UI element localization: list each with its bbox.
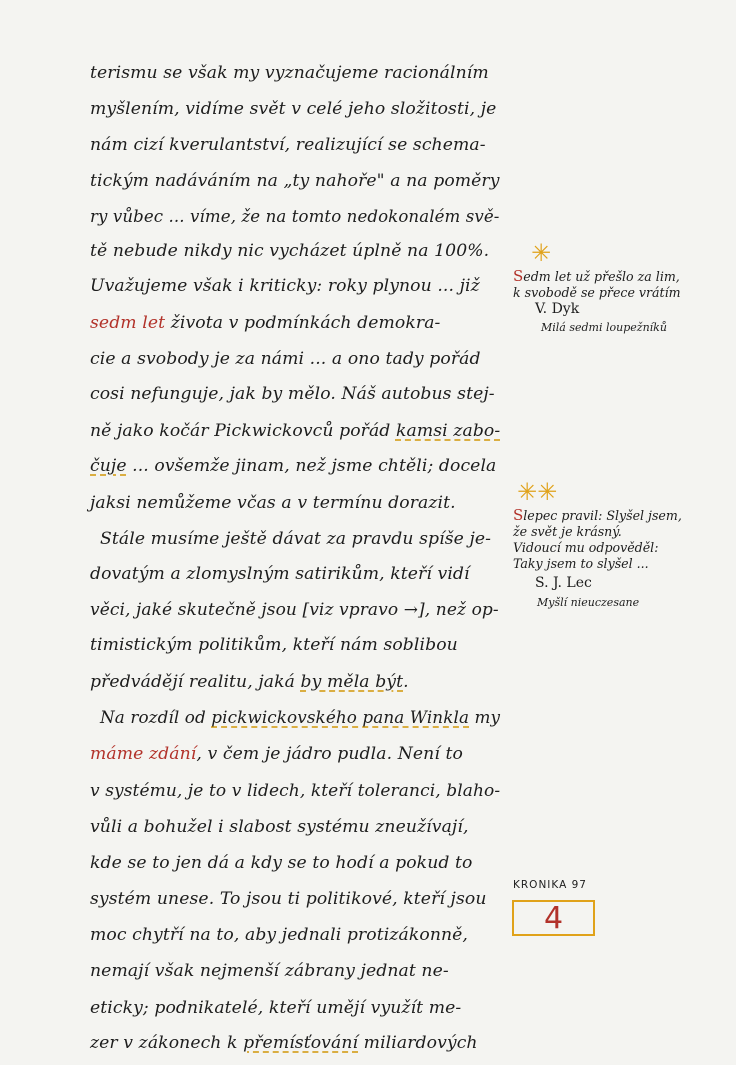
text-line: jaksi nemůžeme včas a v termínu dorazit. (90, 493, 456, 513)
text-line (90, 743, 463, 765)
text-segment: zer v zákonech k (90, 1033, 244, 1053)
note-line: Taky jsem to slyšel ... (513, 556, 649, 571)
margin-note-dyk (513, 241, 723, 341)
asterisk-icon: ✳ (531, 239, 552, 267)
text-line: moc chytří na to, aby jednali protizákonně, (90, 925, 468, 945)
text-segment: , v čem je jádro pudla. Není to (196, 744, 463, 764)
underlined-phrase: pickwickovského pana Winkla (211, 707, 470, 727)
text-segment: života v podmínkách demokra- (165, 313, 441, 333)
note-source: Myšlí nieuczesane (537, 596, 640, 609)
highlighted-phrase: máme zdání (90, 744, 197, 764)
note-line: Sedm let už přešlo za lim, (513, 267, 680, 285)
text-line: Stále musíme ještě dávat za pravdu spíše je- (100, 529, 492, 549)
text-segment: předvádějí realitu, jaká (90, 672, 301, 692)
text-line (90, 455, 496, 477)
text-line: věci, jaké skutečně jsou [viz vpravo →], než op- (90, 600, 499, 620)
page-number: 4 (543, 901, 564, 936)
note-text: lepec pravil: Slyšel jsem, (523, 508, 682, 523)
text-line: nám cizí kverulantství, realizující se schema- (90, 135, 486, 155)
note-line: že svět je krásný. (513, 524, 622, 539)
text-line: nemají však nejmenší zábrany jednat ne- (90, 961, 449, 981)
text-segment: . (403, 672, 409, 692)
note-text: edm let už přešlo za lim, (523, 269, 680, 284)
text-line (100, 706, 500, 728)
text-line: timistickým politikům, kteří nám soblibou (90, 635, 458, 655)
text-line: kde se to jen dá a kdy se to hodí a pokud to (90, 853, 473, 873)
text-segment: ... ovšemže jinam, než jsme chtěli; docela (126, 456, 497, 476)
asterisk-icon: ✳✳ (517, 478, 558, 506)
text-line (90, 420, 500, 442)
note-author: S. J. Lec (535, 575, 592, 591)
underlined-phrase: by měla být (300, 672, 404, 692)
text-line: eticky; podnikatelé, kteří umějí využít me- (90, 998, 462, 1018)
text-line (90, 1032, 478, 1054)
text-line: tickým nadáváním na „ty nahoře" a na poměry (90, 171, 500, 191)
text-segment: ně jako kočár Pickwickovců pořád (90, 421, 396, 441)
text-line: tě nebude nikdy nic vycházet úplně na 100%. (90, 241, 490, 261)
text-segment: miliardových (358, 1033, 478, 1053)
chronicle-label: KRONIKA 97 (513, 879, 587, 891)
text-line: Uvažujeme však i kriticky: roky plynou ... již (90, 276, 480, 296)
underlined-phrase: kamsi zabo- (395, 421, 501, 441)
underlined-phrase: čuje (90, 456, 127, 476)
note-line: k svobodě se přece vrátím (513, 285, 681, 300)
text-line (90, 312, 440, 334)
margin-note-lec (513, 480, 723, 620)
note-line: Slepec pravil: Slyšel jsem, (513, 506, 682, 524)
text-segment: my (469, 707, 501, 727)
note-line: Vidoucí mu odpověděl: (513, 540, 659, 555)
note-author: V. Dyk (535, 301, 580, 317)
text-line: cosi nefunguje, jak by mělo. Náš autobus stej- (90, 384, 495, 404)
text-line: systém unese. To jsou ti politikové, kteří jsou (90, 889, 487, 909)
note-source: Milá sedmi loupežníků (541, 321, 667, 334)
text-line: vůli a bohužel i slabost systému zneužívají, (90, 817, 469, 837)
text-line: myšlením, vidíme svět v celé jeho složitosti, je (90, 99, 497, 119)
page-number-box (512, 900, 595, 936)
text-line: dovatým a zlomyslným satirikům, kteří vidí (90, 564, 470, 584)
highlighted-phrase: sedm let (90, 313, 166, 333)
underlined-phrase: přemísťování (243, 1033, 359, 1053)
text-line: cie a svobody je za námi ... a ono tady pořád (90, 349, 481, 369)
text-line: ry vůbec ... víme, že na tomto nedokonalém svě- (90, 207, 500, 226)
text-line: v systému, je to v lidech, kteří toleranci, blaho- (90, 781, 501, 801)
text-line: terismu se však my vyznačujeme racionálním (90, 63, 489, 83)
text-line (90, 671, 409, 693)
text-segment: Na rozdíl od (100, 707, 212, 727)
